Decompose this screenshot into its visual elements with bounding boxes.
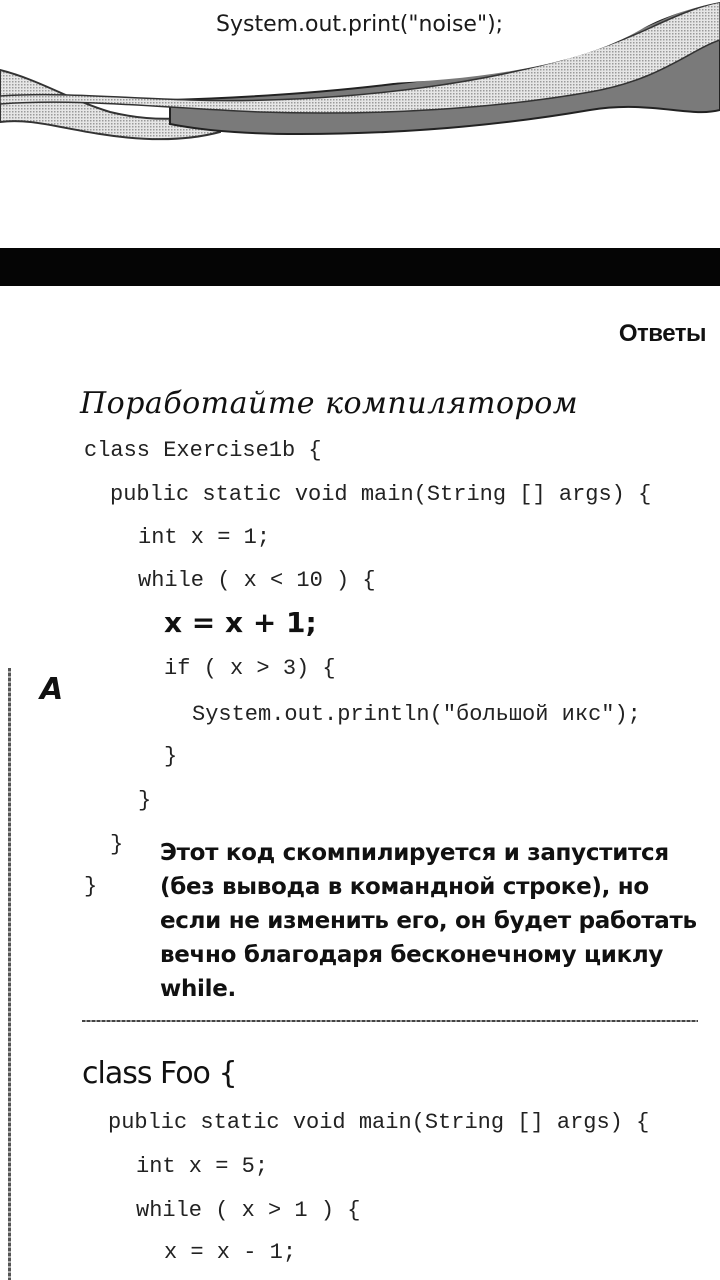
divider-bar [0,248,720,286]
code-line-if: if ( x > 3) { [164,656,336,681]
code-line-class: class Exercise1b { [84,438,322,463]
foo-code-int: int x = 5; [136,1154,269,1179]
top-banner [0,0,720,200]
banner-code-line: System.out.print("noise"); [216,12,504,37]
code-line-println: System.out.println("большой икс"); [192,702,641,727]
foo-code-while: while ( x > 1 ) { [136,1198,361,1223]
explanation-note: Этот код скомпилируется и запустится (без вывода в командной строке), но если не изменить его, он будет работать вечно благодаря бесконечному циклу while. [160,840,697,1002]
code-line-close-main: } [110,832,124,857]
code-line-main: public static void main(String [] args) { [110,482,652,507]
code-line-close-class: } [84,874,98,899]
code-line-inserted: x = x + 1; [164,606,317,639]
code-line-while: while ( x < 10 ) { [138,568,376,593]
section-label: Ответы [618,320,706,347]
class-foo-title: class Foo { [82,1056,237,1091]
section-divider [82,1020,698,1022]
code-line-close-while: } [138,788,152,813]
exercise-title: Поработайте компилятором [80,386,579,421]
foo-code-decrement: x = x - 1; [164,1240,297,1265]
exercise-marker: A [40,672,64,707]
code-line-int: int x = 1; [138,525,271,550]
foo-code-main: public static void main(String [] args) { [108,1110,650,1135]
code-line-close-if: } [164,744,178,769]
left-margin-rule [8,668,11,1280]
